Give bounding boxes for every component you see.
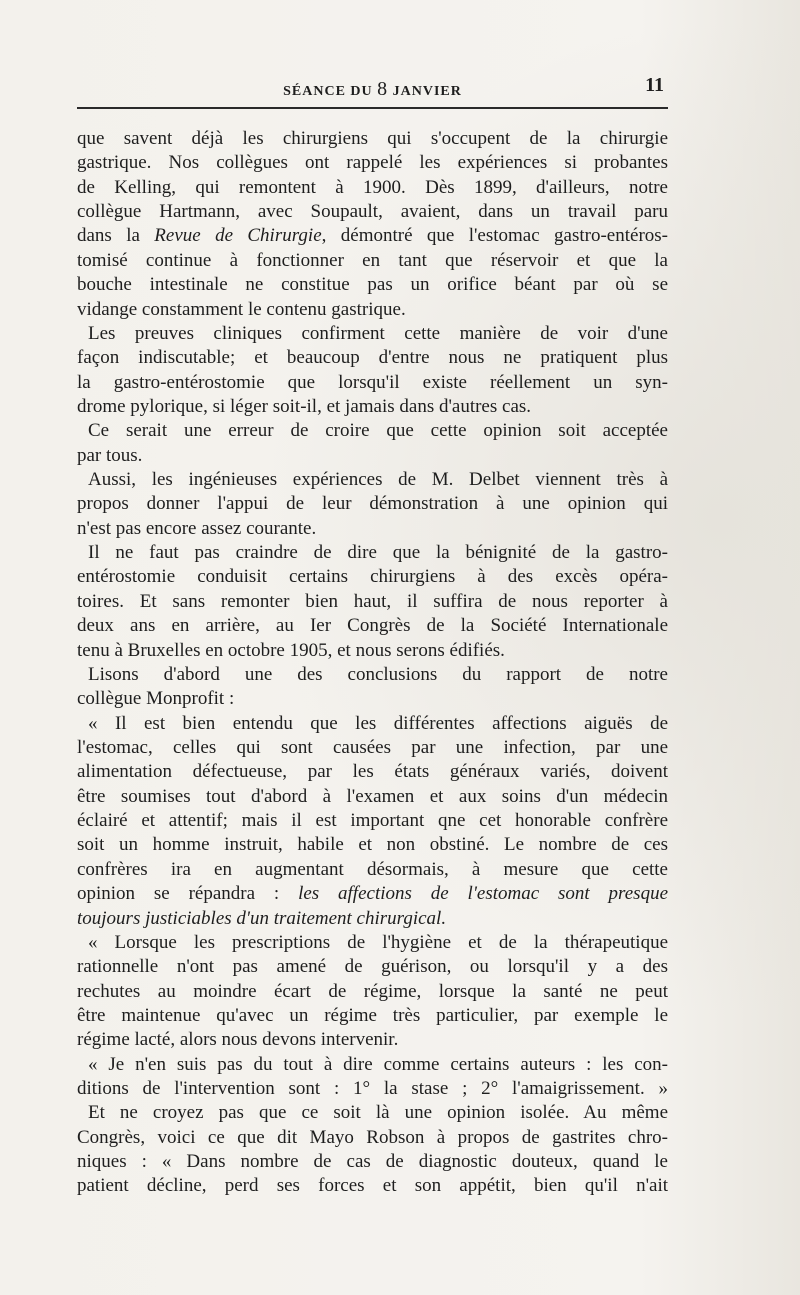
text-segment: l'estomac, celles qui sont causées par une infection, par une — [77, 736, 668, 758]
text-line — [77, 882, 668, 906]
text-line — [77, 760, 668, 784]
text-segment: façon indiscutable; et beaucoup d'entre nous ne pratiquent plus — [77, 347, 668, 369]
text-segment: dans la — [77, 225, 155, 247]
text-segment: , démontré que l'estomac gastro-entéros- — [321, 225, 668, 247]
text-line — [77, 565, 668, 589]
text-segment: alimentation défectueuse, par les états généraux variés, doivent — [77, 761, 668, 783]
text-segment: de Kelling, qui remontent à 1900. Dès 1899, d'ailleurs, notre — [77, 176, 668, 198]
text-line — [77, 1101, 668, 1125]
text-segment: entérostomie conduisit certains chirurgiens à des excès opéra- — [77, 566, 668, 588]
text-line — [77, 663, 668, 687]
text-line — [77, 736, 668, 760]
text-segment: gastrique. Nos collègues ont rappelé les expériences si probantes — [77, 152, 668, 174]
text-segment: tenu à Bruxelles en octobre 1905, et nous serons édifiés. — [77, 639, 505, 661]
text-segment: rechutes au moindre écart de régime, lorsque la santé ne peut — [77, 980, 668, 1002]
text-line — [77, 151, 668, 175]
page-number: 11 — [645, 74, 664, 96]
text-segment: drome pylorique, si léger soit-il, et jamais dans d'autres cas. — [77, 395, 532, 417]
text-segment: Ce serait une erreur de croire que cette opinion soit acceptée — [88, 420, 668, 442]
text-line — [77, 468, 668, 492]
text-line — [77, 1174, 668, 1198]
text-line — [77, 980, 668, 1004]
text-segment: « Lorsque les prescriptions de l'hygiène et de la thérapeutique — [88, 931, 668, 953]
text-segment: régime lacté, alors nous devons intervenir. — [77, 1029, 399, 1051]
header-rule — [77, 107, 668, 109]
text-segment: rationnelle n'ont pas amené de guérison, ou lorsqu'il y a des — [77, 956, 668, 978]
text-line — [77, 1150, 668, 1174]
text-line — [77, 809, 668, 833]
text-line — [77, 273, 668, 297]
text-line — [77, 517, 668, 541]
text-line — [77, 1053, 668, 1077]
running-header — [77, 74, 668, 98]
text-line — [77, 322, 668, 346]
text-line — [77, 419, 668, 443]
text-line — [77, 444, 668, 468]
text-line — [77, 614, 668, 638]
text-line — [77, 590, 668, 614]
text-line — [77, 712, 668, 736]
text-line — [77, 833, 668, 857]
text-line — [77, 1028, 668, 1052]
text-segment: vidange constamment le contenu gastrique. — [77, 298, 406, 320]
text-line — [77, 176, 668, 200]
text-segment: être maintenue qu'avec un régime très particulier, par exemple le — [77, 1004, 668, 1026]
text-line — [77, 298, 668, 322]
body-text — [77, 127, 668, 1199]
text-line — [77, 785, 668, 809]
title-day: 8 — [377, 78, 389, 100]
text-segment: Il ne faut pas craindre de dire que la bénignité de la gastro- — [88, 542, 668, 564]
text-segment: propos donner l'appui de leur démonstration à une opinion qui — [77, 493, 668, 515]
text-line — [77, 492, 668, 516]
text-segment: par tous. — [77, 444, 143, 466]
italic-text: Revue de Chirurgie — [154, 225, 322, 247]
text-segment: Aussi, les ingénieuses expériences de M. Delbet viennent très à — [88, 469, 668, 491]
text-segment: tomisé continue à fonctionner en tant que réservoir et que la — [77, 249, 668, 271]
text-segment: collègue Monprofit : — [77, 688, 235, 710]
text-line — [77, 639, 668, 663]
text-line — [77, 541, 668, 565]
text-segment: patient décline, perd ses forces et son appétit, bien qu'il n'ait — [77, 1175, 668, 1197]
text-segment: deux ans en arrière, au Ier Congrès de la Société Internationale — [77, 615, 668, 637]
text-segment: la gastro-entérostomie que lorsqu'il existe réellement un syn- — [77, 371, 668, 393]
text-line — [77, 127, 668, 151]
italic-text: toujours justiciables d'un traitement chirurgical. — [77, 907, 447, 929]
text-segment: Les preuves cliniques confirment cette manière de voir d'une — [88, 322, 668, 344]
text-segment: n'est pas encore assez courante. — [77, 517, 317, 539]
title-prefix: SÉANCE DU — [283, 84, 373, 99]
text-line — [77, 687, 668, 711]
text-line — [77, 371, 668, 395]
text-line — [77, 395, 668, 419]
text-segment: « Il est bien entendu que les différentes affections aiguës de — [88, 712, 668, 734]
text-segment: niques : « Dans nombre de cas de diagnostic douteux, quand le — [77, 1151, 668, 1173]
text-segment: Et ne croyez pas que ce soit là une opinion isolée. Au même — [88, 1102, 668, 1124]
text-segment: toires. Et sans remonter bien haut, il suffira de nous reporter à — [77, 590, 668, 612]
italic-text: les affections de l'estomac sont presque — [298, 883, 668, 905]
text-segment: soit un homme instruit, habile et non obstiné. Le nombre de ces — [77, 834, 668, 856]
text-segment: Congrès, voici ce que dit Mayo Robson à propos de gastrites chro- — [77, 1126, 668, 1148]
text-segment: être soumises tout d'abord à l'examen et aux soins d'un médecin — [77, 785, 668, 807]
text-segment: Lisons d'abord une des conclusions du rapport de notre — [88, 663, 668, 685]
text-segment: opinion se répandra : — [77, 883, 299, 905]
text-segment: confrères ira en augmentant désormais, à mesure que cette — [77, 858, 668, 880]
text-line — [77, 1077, 668, 1101]
text-line — [77, 858, 668, 882]
text-line — [77, 200, 668, 224]
text-line — [77, 1004, 668, 1028]
text-segment: bouche intestinale ne constitue pas un orifice béant par où se — [77, 274, 668, 296]
text-line — [77, 931, 668, 955]
text-line — [77, 249, 668, 273]
text-segment: ditions de l'intervention sont : 1° la stase ; 2° l'amaigrissement. » — [77, 1078, 668, 1100]
text-segment: que savent déjà les chirurgiens qui s'occupent de la chirurgie — [77, 128, 668, 149]
text-line — [77, 955, 668, 979]
text-line — [77, 1126, 668, 1150]
text-segment: « Je n'en suis pas du tout à dire comme certains auteurs : les con- — [88, 1053, 668, 1075]
running-title — [77, 78, 668, 101]
text-line — [77, 907, 668, 931]
title-month: JANVIER — [392, 84, 462, 99]
text-segment: éclairé et attentif; mais il est important qne cet honorable confrère — [77, 810, 668, 832]
text-line — [77, 224, 668, 248]
text-line — [77, 346, 668, 370]
text-segment: collègue Hartmann, avec Soupault, avaient, dans un travail paru — [77, 201, 668, 223]
